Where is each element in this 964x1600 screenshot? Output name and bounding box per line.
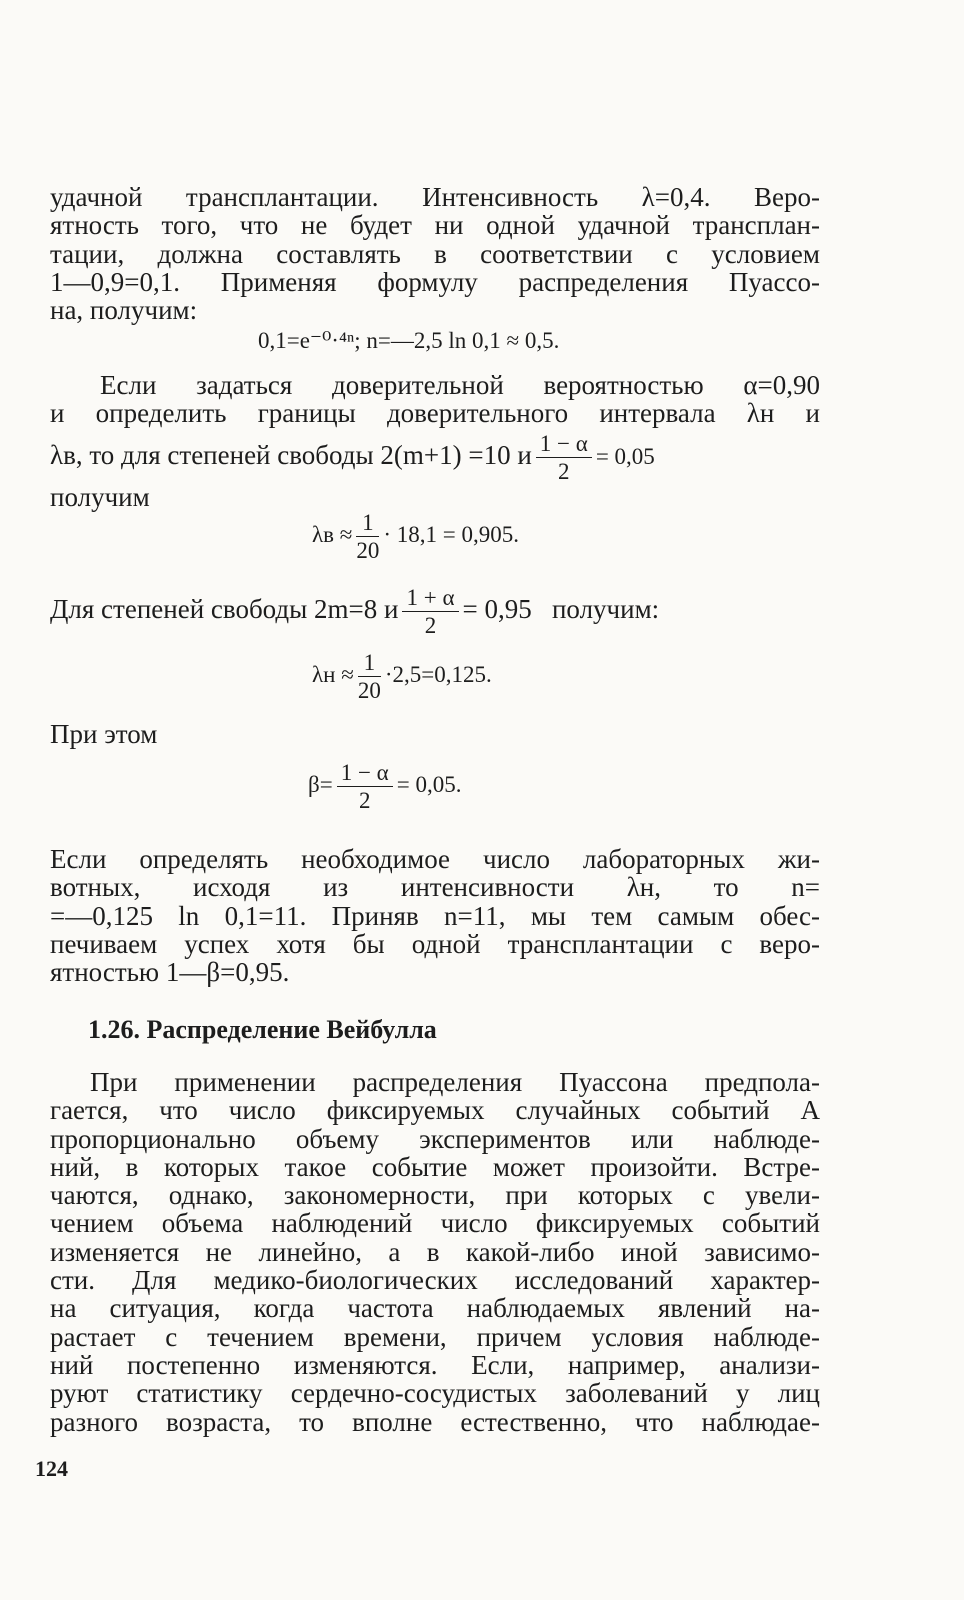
paragraph-2-line-4: [50, 483, 820, 511]
text-line: чением объема наблюдений число фиксируемых событий: [50, 1208, 820, 1239]
text-line: При этом: [50, 719, 158, 749]
formula-left: λв ≈: [312, 522, 353, 548]
formula-left: λн ≈: [312, 662, 354, 688]
text-line: на ситуация, когда частота наблюдаемых явлений на-: [50, 1293, 820, 1324]
text-segment: Для степеней свободы 2m=8 и: [50, 594, 399, 624]
text-line: получим: [50, 482, 150, 512]
text-segment: λв, то для степеней свободы 2(m+1) =10 и: [50, 440, 532, 470]
fraction-denominator: 2: [558, 459, 570, 485]
text-line: При применении распределения Пуассона предпола-: [90, 1067, 820, 1097]
text-line: изменяется не линейно, а в какой-либо иной зависимо-: [50, 1236, 820, 1267]
fraction: [402, 585, 458, 639]
fraction-denominator: 2: [358, 788, 371, 814]
paragraph-2: [50, 371, 820, 428]
paragraph-3: [50, 585, 820, 639]
formula-poisson: 0,1=e⁻⁰·⁴ⁿ; n=—2,5 ln 0,1 ≈ 0,5.: [258, 328, 560, 353]
text-line: сти. Для медико-биологических исследований характер-: [50, 1265, 820, 1296]
text-line: Если задаться доверительной вероятностью α=0,90: [100, 370, 820, 400]
text-line: и определить границы доверительного интервала λн и: [50, 398, 820, 429]
text-line: тации, должна составлять в соответствии с условием: [50, 238, 820, 269]
text-line: ятностью 1—β=0,95.: [50, 957, 290, 988]
text-line: разного возраста, то вполне естественно, что наблюдае-: [50, 1406, 820, 1437]
fraction-numerator: 1 − α: [536, 431, 592, 458]
formula-lambda-upper: [312, 510, 519, 564]
fraction: [356, 510, 379, 564]
text-line: растает с течением времени, причем условия наблюде-: [50, 1321, 820, 1352]
text-line: пропорционально объему экспериментов или наблюде-: [50, 1123, 820, 1154]
fraction-denominator: 20: [356, 538, 380, 564]
paragraph-4: [50, 720, 820, 748]
text-line: гается, что число фиксируемых случайных событий A: [50, 1095, 820, 1126]
text-line: удачной трансплантации. Интенсивность λ=0,4. Веро-: [50, 182, 820, 212]
formula-right: ·2,5=0,125.: [384, 662, 492, 688]
text-line: ний постепенно изменяются. Если, например, анализи-: [50, 1349, 820, 1380]
text-line: ний, в которых такое событие может произойти. Встре-: [50, 1151, 820, 1182]
paragraph-5: [50, 845, 820, 986]
fraction: [536, 431, 592, 485]
fraction-numerator: 1: [356, 510, 379, 537]
fraction-denominator: 2: [424, 613, 437, 639]
text-line: 1—0,9=0,1. Применяя формулу распределения Пуассо-: [50, 266, 820, 297]
fraction: [358, 650, 381, 704]
fraction-numerator: 1: [358, 650, 381, 677]
fraction-numerator: 1 − α: [337, 760, 393, 787]
formula-lambda-lower: [312, 650, 492, 704]
text-line: ятность того, что не будет ни одной удачной трансплан-: [50, 210, 820, 241]
fraction-denominator: 20: [357, 678, 381, 704]
text-line: на, получим:: [50, 295, 198, 326]
text-segment: = 0,05: [595, 444, 655, 469]
text-line: Если определять необходимое число лабораторных жи-: [50, 844, 820, 874]
formula-beta: [308, 760, 461, 814]
section-heading: 1.26. Распределение Вейбулла: [88, 1015, 437, 1044]
text-line: чаются, однако, закономерности, при которых с увели-: [50, 1180, 820, 1211]
fraction: [337, 760, 393, 814]
text-line: =—0,125 ln 0,1=11. Приняв n=11, мы тем самым обес-: [50, 900, 820, 931]
text-segment: = 0,95 получим:: [462, 594, 660, 624]
paragraph-1: [50, 183, 820, 324]
formula-right: = 0,05.: [396, 772, 462, 798]
text-line: вотных, исходя из интенсивности λн, то n=: [50, 872, 820, 903]
fraction-numerator: 1 + α: [402, 585, 458, 612]
formula-right: · 18,1 = 0,905.: [383, 522, 520, 548]
paragraph-2-line-3: [50, 431, 820, 485]
formula-left: β=: [308, 772, 333, 798]
paragraph-6: [50, 1068, 820, 1436]
text-line: руют статистику сердечно-сосудистых заболеваний у лиц: [50, 1378, 820, 1409]
page-number: 124: [35, 1456, 68, 1481]
text-line: печиваем успех хотя бы одной трансплантации с веро-: [50, 928, 820, 959]
